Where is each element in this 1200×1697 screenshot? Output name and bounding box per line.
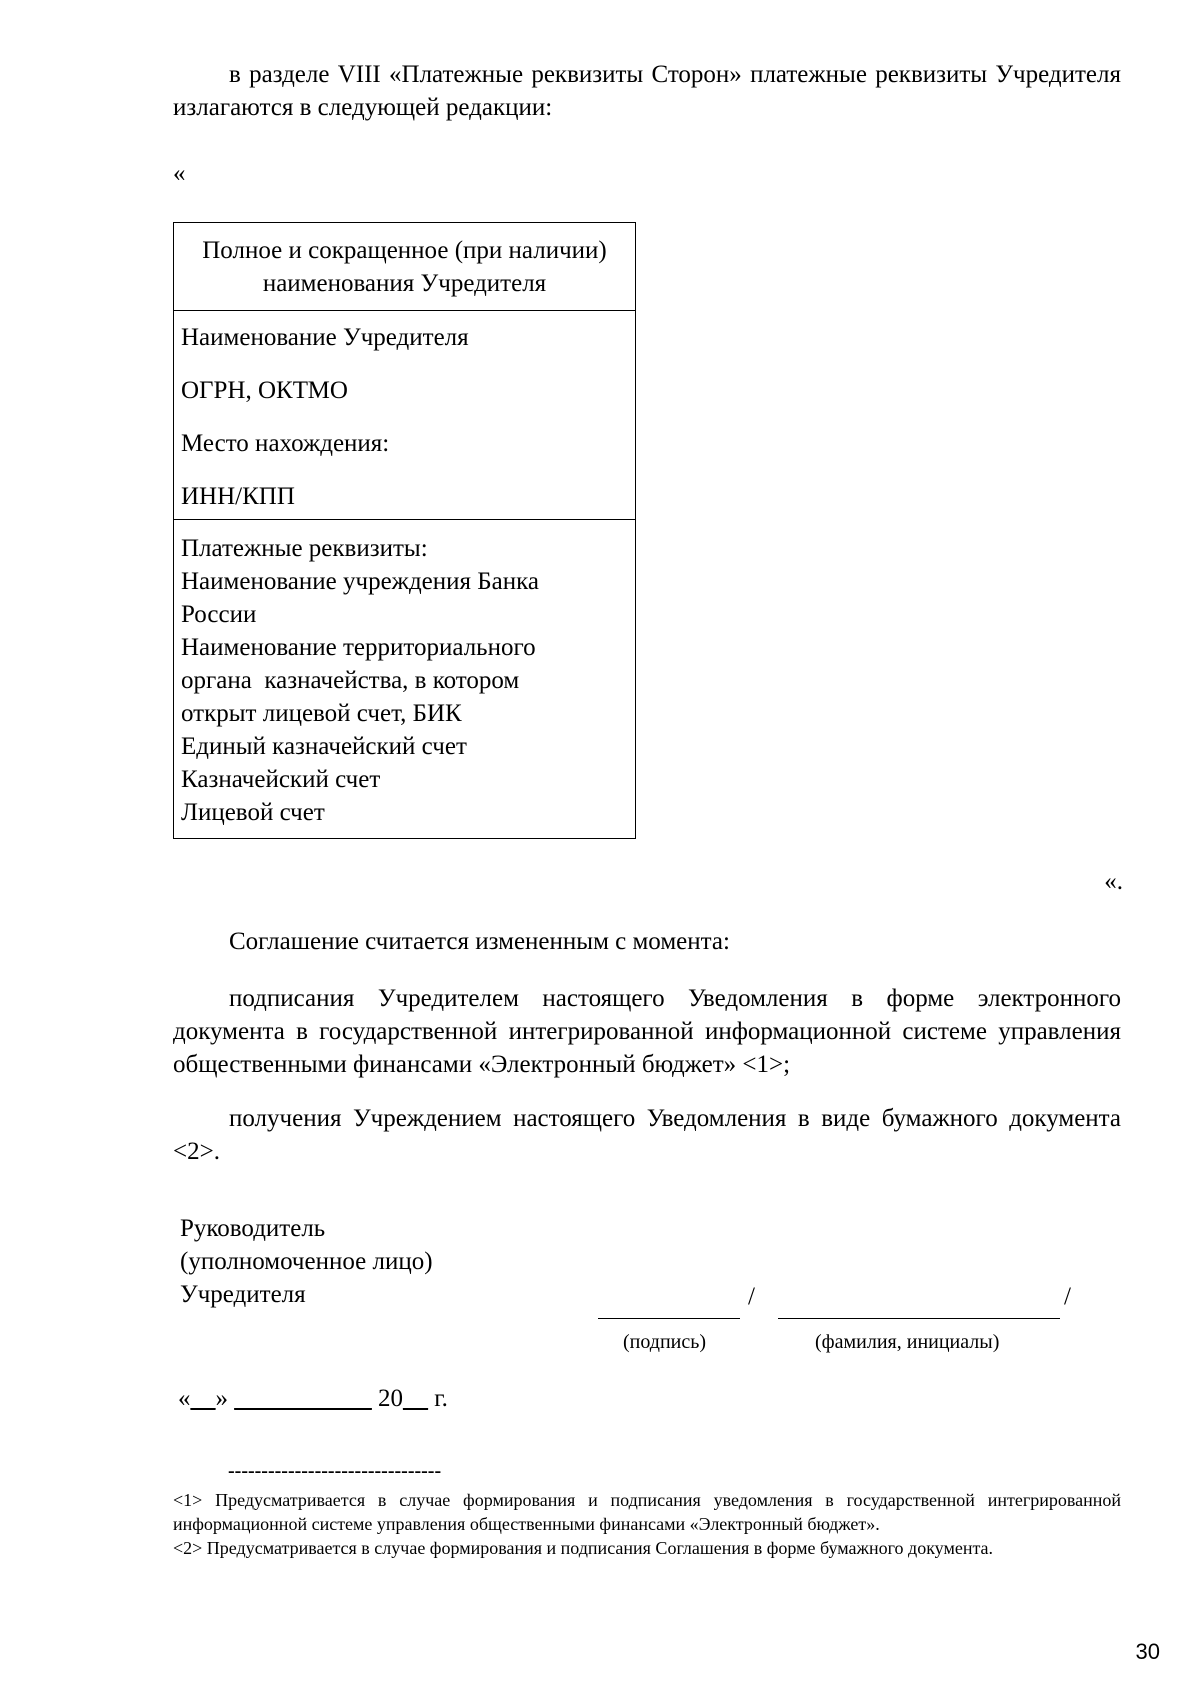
field-ogrn-oktmo: ОГРН, ОКТМО: [181, 377, 348, 404]
opening-quote: «: [173, 160, 186, 187]
payment-line: Наименование территориального: [181, 634, 536, 661]
date-year-blank: __: [403, 1385, 428, 1412]
body-paragraph-2: подписания Учредителем настоящего Уведомления в форме электронного документа в государственной интегрированной информационной системе управления общественными финансами «Электронный бюджет» <1>;: [173, 985, 1121, 1078]
footnote-separator: --------------------------------: [228, 1460, 442, 1482]
date-close-quote: »: [215, 1385, 228, 1412]
footnote-2: <2> Предусматривается в случае формирования и подписания Соглашения в форме бумажного документа.: [173, 1538, 994, 1558]
name-line: [778, 1318, 1060, 1319]
field-founder-name: Наименование Учредителя: [181, 324, 469, 351]
payment-line: России: [181, 601, 257, 628]
requisites-fields: [174, 311, 635, 520]
payment-line: Единый казначейский счет: [181, 733, 467, 760]
closing-quote: «.: [1104, 868, 1123, 895]
signature-slash: /: [748, 1283, 755, 1310]
payment-line: Наименование учреждения Банка: [181, 568, 539, 595]
signature-line: [598, 1318, 740, 1319]
signature-caption: (подпись): [623, 1331, 707, 1353]
footnotes: [173, 1488, 1121, 1560]
signer-title: [180, 1212, 433, 1311]
payment-line: открыт лицевой счет, БИК: [181, 700, 462, 727]
date-open-quote: «: [178, 1385, 191, 1412]
footnote-1: <1> Предусматривается в случае формирования и подписания уведомления в государственной интегрированной информационной системе управления общественными финансами «Электронный бюджет».: [173, 1490, 1121, 1534]
signer-line: (уполномоченное лицо): [180, 1248, 433, 1275]
name-slash: /: [1064, 1283, 1071, 1310]
body-paragraph-3: получения Учреждением настоящего Уведомления в виде бумажного документа <2>.: [173, 1105, 1121, 1165]
payment-line: органа казначейства, в котором: [181, 667, 520, 694]
date-day-blank: __: [190, 1385, 216, 1412]
date-suffix: г.: [428, 1385, 448, 1412]
date-line: [178, 1382, 448, 1415]
requisites-table-header: Полное и сокращенное (при наличии) наименования Учредителя: [174, 223, 635, 311]
name-caption: (фамилия, инициалы): [815, 1331, 1000, 1353]
requisites-table: [173, 222, 636, 839]
signer-line: Учредителя: [180, 1281, 306, 1308]
intro-paragraph: в разделе VIII «Платежные реквизиты Сторон» платежные реквизиты Учредителя излагаются в следующей редакции:: [173, 61, 1121, 121]
date-month-blank: ___________: [234, 1385, 372, 1412]
field-inn-kpp: ИНН/КПП: [181, 483, 295, 510]
payment-line: Казначейский счет: [181, 766, 381, 793]
signer-line: Руководитель: [180, 1215, 326, 1242]
body-paragraph-1: Соглашение считается измененным с момента:: [229, 928, 730, 955]
date-year-prefix: 20: [371, 1385, 403, 1412]
field-location: Место нахождения:: [181, 430, 390, 457]
page-number: 30: [1135, 1639, 1160, 1664]
payment-requisites: [174, 520, 635, 838]
payment-line: Платежные реквизиты:: [181, 535, 428, 562]
payment-line: Лицевой счет: [181, 799, 325, 826]
